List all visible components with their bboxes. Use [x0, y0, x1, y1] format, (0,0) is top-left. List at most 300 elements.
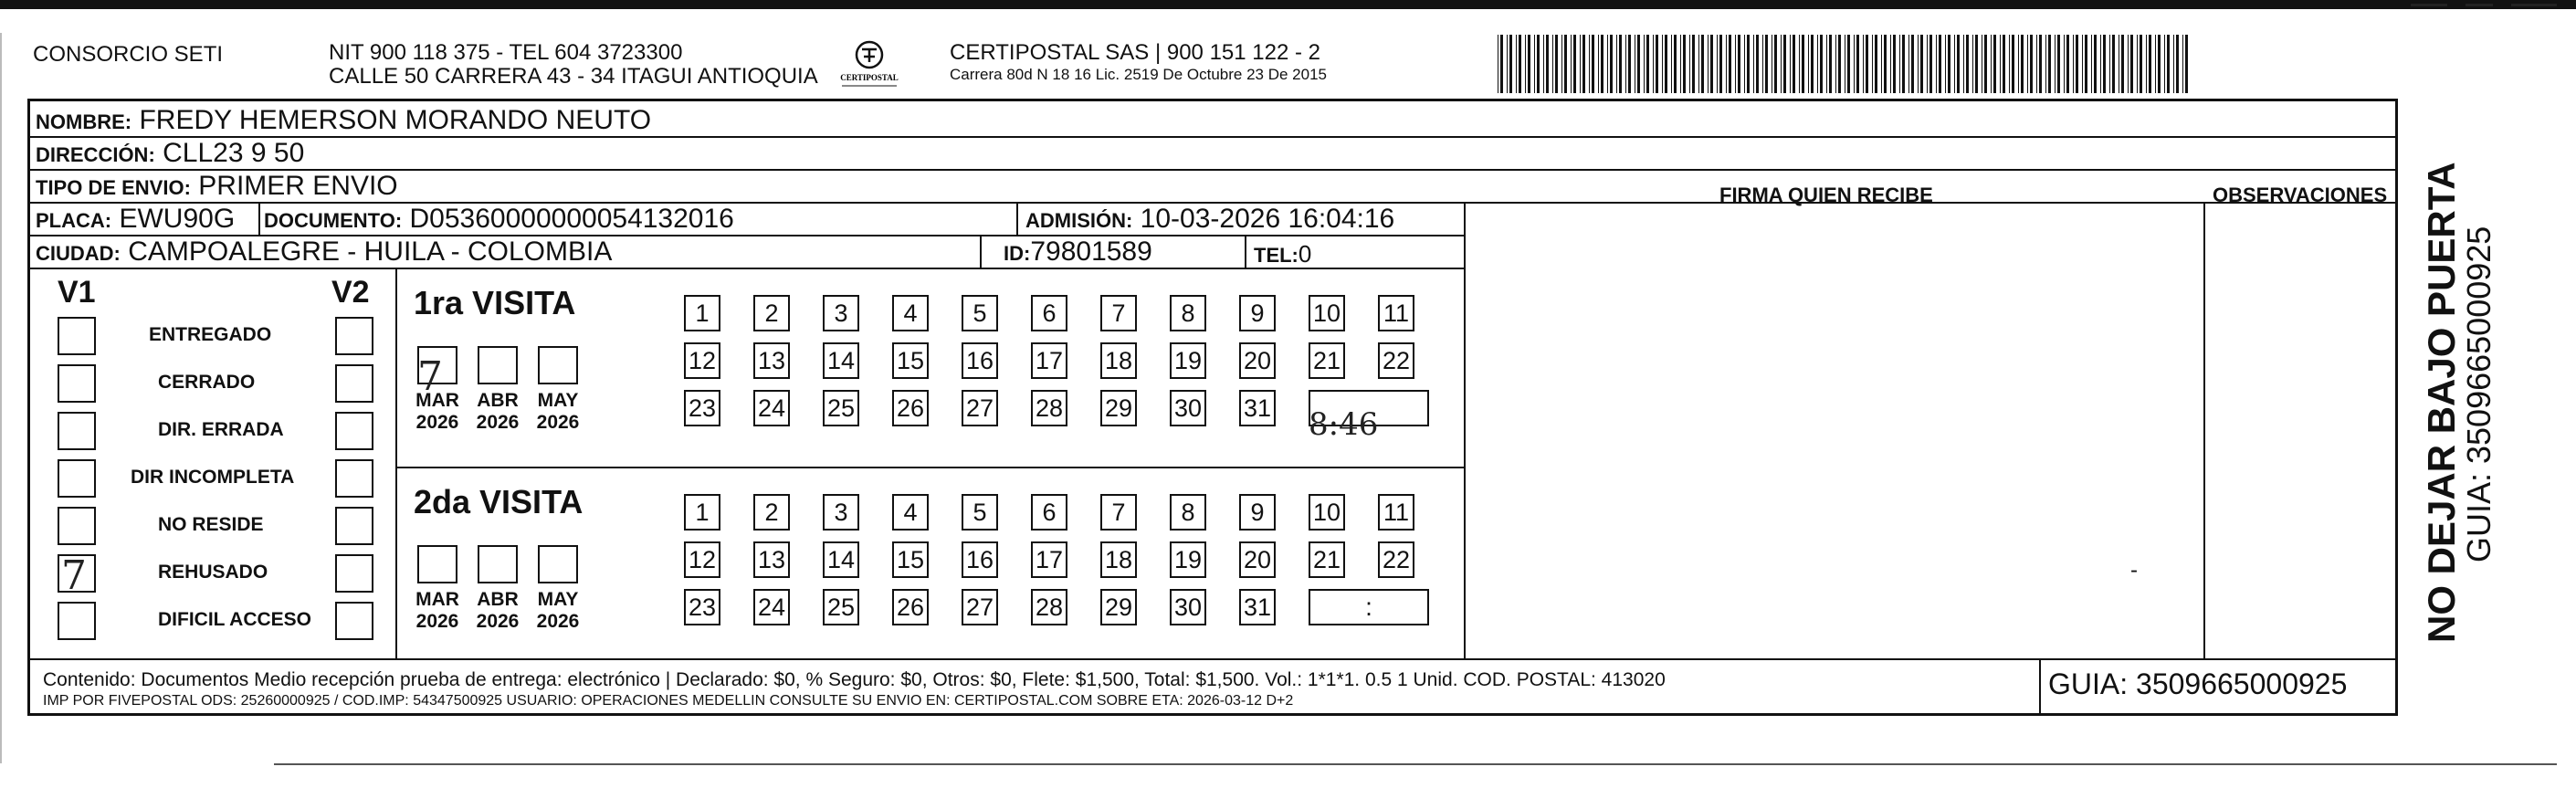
bottom-edge-line — [274, 763, 2557, 765]
barcode-bar — [2036, 35, 2037, 93]
barcode-bar — [1899, 35, 1900, 93]
barcode-bar — [1929, 35, 1932, 93]
nombre-value: FREDY HEMERSON MORANDO NEUTO — [139, 105, 652, 135]
barcode-bar — [1516, 35, 1517, 93]
tipo-value: PRIMER ENVIO — [198, 171, 398, 201]
barcode-bar — [1918, 35, 1919, 93]
barcode-bar — [2021, 35, 2024, 93]
barcode-bar — [1954, 35, 1955, 93]
barcode-bar — [2182, 35, 2183, 93]
barcode-bar — [1656, 35, 1658, 93]
second-visit-day-box[interactable]: 12 — [684, 541, 720, 578]
second-visit-day-box[interactable]: 4 — [892, 494, 929, 531]
barcode-bar — [2066, 35, 2069, 93]
barcode-bar — [2146, 35, 2147, 93]
first-visit-day-box[interactable]: 18 — [1100, 342, 1137, 379]
barcode-bar — [1555, 35, 1558, 93]
second-visit-day-box[interactable]: 13 — [753, 541, 790, 578]
barcode-bar — [1571, 35, 1572, 93]
barcode-bar — [2185, 35, 2188, 93]
barcode-bar — [2018, 35, 2019, 93]
barcode-bar — [1738, 35, 1740, 93]
courier-line: CERTIPOSTAL SAS | 900 151 122 - 2 — [950, 40, 1320, 65]
second-visit-day-box[interactable]: 22 — [1378, 541, 1414, 578]
ciudad-value: CAMPOALEGRE - HUILA - COLOMBIA — [128, 236, 613, 267]
v1-checkbox[interactable] — [58, 364, 96, 403]
stray-mark: - — [2130, 558, 2138, 583]
second-visit-month-label — [529, 589, 587, 633]
barcode-bar — [1881, 35, 1882, 93]
month-year: 2026 — [536, 611, 580, 632]
barcode-bar — [1610, 35, 1613, 93]
month-name: MAY — [537, 390, 579, 411]
barcode-bar — [1808, 35, 1809, 93]
v2-checkbox[interactable] — [335, 317, 373, 355]
barcode-bar — [1993, 35, 1996, 93]
rehusado-handwritten-mark: 7 — [61, 552, 87, 599]
barcode-bar — [2085, 35, 2087, 93]
barcode-bar — [1975, 35, 1978, 93]
first-visit-day-box[interactable]: 27 — [962, 390, 998, 426]
barcode-bar — [2173, 35, 2174, 93]
barcode-bar — [1939, 35, 1941, 93]
barcode-bar — [1802, 35, 1804, 93]
second-visit-day-box[interactable]: 19 — [1170, 541, 1206, 578]
barcode-bar — [1945, 35, 1946, 93]
visit-divider — [395, 467, 1464, 468]
barcode-bar — [2164, 35, 2165, 93]
second-visit-day-box[interactable]: 5 — [962, 494, 998, 531]
barcode-bar — [1902, 35, 1905, 93]
barcode-bar — [1561, 35, 1562, 93]
field-direccion — [36, 138, 304, 171]
second-visit-day-box[interactable]: 24 — [753, 589, 790, 625]
barcode-bar — [1665, 35, 1667, 93]
status-label: DIR. ERRADA — [158, 419, 284, 440]
barcode-bar — [1509, 35, 1512, 93]
barcode-bar — [1835, 35, 1836, 93]
first-visit-day-box[interactable]: 23 — [684, 390, 720, 426]
barcode-bar — [1662, 35, 1663, 93]
company-nit-line: NIT 900 118 375 - TEL 604 3723300 — [329, 40, 683, 65]
barcode-bar — [2009, 35, 2010, 93]
tipo-label: TIPO DE ENVIO: — [36, 176, 191, 199]
status-label: ENTREGADO — [149, 324, 272, 345]
barcode-bar — [1692, 35, 1695, 93]
barcode-bar — [1781, 35, 1782, 93]
second-visit-day-box[interactable]: 3 — [823, 494, 859, 531]
second-visit-day-box[interactable]: 16 — [962, 541, 998, 578]
left-edge-line — [0, 33, 2, 763]
observaciones-header: OBSERVACIONES — [2213, 184, 2388, 206]
v2-checkbox[interactable] — [335, 602, 373, 640]
first-visit-day-box[interactable]: 30 — [1170, 390, 1206, 426]
logo-text: CERTIPOSTAL — [840, 73, 899, 82]
first-visit-day-box[interactable]: 24 — [753, 390, 790, 426]
second-visit-day-box[interactable]: 29 — [1100, 589, 1137, 625]
barcode-bar — [1817, 35, 1818, 93]
top-dash-mark — [2411, 4, 2447, 6]
certipostal-logo-icon — [833, 37, 906, 93]
first-visit-day-box[interactable]: 5 — [962, 295, 998, 331]
barcode-bar — [1762, 35, 1763, 93]
first-visit-day-box[interactable]: 9 — [1239, 295, 1276, 331]
barcode-bar — [2109, 35, 2110, 93]
barcode-bar — [1838, 35, 1841, 93]
field-id — [1004, 236, 1152, 269]
barcode-bar — [1744, 35, 1745, 93]
barcode-bar — [1534, 35, 1535, 93]
barcode-bar — [2073, 35, 2074, 93]
v2-label: V2 — [331, 275, 370, 310]
field-nombre — [36, 105, 651, 138]
barcode-bar — [2121, 35, 2124, 93]
barcode-bar — [1507, 35, 1508, 93]
barcode-bar — [1607, 35, 1608, 93]
barcode-bar — [1689, 35, 1690, 93]
second-visit-day-box[interactable]: 2 — [753, 494, 790, 531]
first-visit-day-box[interactable]: 17 — [1031, 342, 1067, 379]
id-label: ID: — [1004, 242, 1031, 265]
barcode-bar — [1580, 35, 1581, 93]
month-year: 2026 — [415, 412, 459, 433]
v1-checkbox[interactable] — [58, 507, 96, 545]
first-visit-day-box[interactable]: 3 — [823, 295, 859, 331]
barcode-bar — [1628, 35, 1631, 93]
barcode-bar — [1616, 35, 1617, 93]
barcode-bar — [1984, 35, 1987, 93]
company-name: CONSORCIO SETI — [33, 42, 224, 67]
direccion-value: CLL23 9 50 — [163, 138, 305, 168]
first-visit-day-box[interactable]: 31 — [1239, 390, 1276, 426]
id-value: 79801589 — [1030, 236, 1152, 267]
v1-checkbox[interactable] — [58, 602, 96, 640]
company-address-line: CALLE 50 CARRERA 43 - 34 ITAGUI ANTIOQUIA — [329, 64, 818, 89]
barcode-bar — [1936, 35, 1937, 93]
barcode-bar — [2027, 35, 2028, 93]
v1-checkbox[interactable] — [58, 317, 96, 355]
first-visit-day-box[interactable]: 12 — [684, 342, 720, 379]
v1-label: V1 — [58, 275, 96, 310]
second-visit-day-box[interactable]: 18 — [1100, 541, 1137, 578]
barcode-bar — [1582, 35, 1585, 93]
barcode-bar — [1619, 35, 1622, 93]
barcode-bar — [1829, 35, 1832, 93]
second-visit-month-label — [468, 589, 527, 633]
first-visit-month-label — [468, 390, 527, 434]
barcode-bar — [1911, 35, 1914, 93]
admision-value: 10-03-2026 16:04:16 — [1140, 204, 1395, 234]
barcode-bar — [2076, 35, 2078, 93]
second-visit-day-box[interactable]: 21 — [1309, 541, 1345, 578]
barcode-bar — [1966, 35, 1969, 93]
v2-checkbox[interactable] — [335, 364, 373, 403]
barcode-icon — [1498, 35, 2192, 93]
barcode-bar — [1756, 35, 1759, 93]
second-visit-day-box[interactable]: 1 — [684, 494, 720, 531]
field-tel — [1254, 238, 1311, 271]
barcode-bar — [1729, 35, 1731, 93]
barcode-bar — [1948, 35, 1950, 93]
footer-guia: GUIA: 3509665000925 — [2048, 667, 2348, 700]
v2-checkbox[interactable] — [335, 412, 373, 450]
barcode-bar — [1653, 35, 1654, 93]
barcode-bar — [1680, 35, 1681, 93]
barcode-bar — [1863, 35, 1864, 93]
barcode-bar — [1592, 35, 1594, 93]
second-visit-day-box[interactable]: 27 — [962, 589, 998, 625]
barcode-bar — [2003, 35, 2005, 93]
second-visit-month-label — [408, 589, 467, 633]
month-name: MAR — [415, 390, 459, 411]
first-visit-day-box[interactable]: 25 — [823, 390, 859, 426]
col-divider — [395, 268, 397, 658]
col-divider — [258, 202, 260, 235]
footer-content-line: Contenido: Documentos Medio recepción prueba de entrega: electrónico | Declarado: $0, % Seguro: $0, Otros: $0, Flete: $1,500, Total: $1,500. Vol.: 1*1*1. 0.5 1 Unid. COD. POSTAL: 413020 — [43, 669, 1666, 690]
barcode-bar — [2130, 35, 2133, 93]
second-visit-day-box[interactable]: 11 — [1378, 494, 1414, 531]
second-visit-title: 2da VISITA — [414, 483, 584, 520]
second-visit-day-box[interactable]: 28 — [1031, 589, 1067, 625]
barcode-bar — [2039, 35, 2042, 93]
first-visit-month-box[interactable] — [478, 346, 518, 384]
col-divider — [1016, 202, 1018, 235]
first-visit-time-handwritten: 8:46 — [1309, 406, 1379, 443]
barcode-bar — [2128, 35, 2129, 93]
second-visit-day-box[interactable]: 10 — [1309, 494, 1345, 531]
barcode-bar — [1735, 35, 1736, 93]
barcode-bar — [2000, 35, 2001, 93]
first-visit-month-label — [529, 390, 587, 434]
first-visit-title: 1ra VISITA — [414, 284, 576, 321]
barcode-bar — [1790, 35, 1791, 93]
second-visit-month-box[interactable] — [417, 545, 457, 583]
first-visit-day-box[interactable]: 11 — [1378, 295, 1414, 331]
barcode-bar — [1726, 35, 1727, 93]
first-visit-day-box[interactable]: 15 — [892, 342, 929, 379]
placa-label: PLACA: — [36, 209, 112, 232]
field-placa — [36, 204, 235, 236]
barcode-bar — [1525, 35, 1526, 93]
barcode-bar — [2082, 35, 2083, 93]
top-dash-mark — [2466, 4, 2493, 6]
field-tipo-envio — [36, 171, 398, 204]
barcode-bar — [2167, 35, 2170, 93]
barcode-bar — [1765, 35, 1768, 93]
col-divider — [1245, 235, 1246, 268]
barcode-bar — [1671, 35, 1672, 93]
direccion-label: DIRECCIÓN: — [36, 143, 155, 166]
status-label: REHUSADO — [158, 562, 268, 583]
barcode-bar — [1991, 35, 1992, 93]
second-visit-day-box[interactable]: 7 — [1100, 494, 1137, 531]
second-visit-day-box[interactable]: 20 — [1239, 541, 1276, 578]
top-dash-mark — [2511, 4, 2557, 6]
barcode-bar — [1884, 35, 1887, 93]
barcode-bar — [1710, 35, 1713, 93]
top-border-bar — [0, 0, 2576, 9]
barcode-bar — [1708, 35, 1709, 93]
barcode-bar — [1717, 35, 1718, 93]
col-divider — [1464, 202, 1466, 658]
footer-impresion-line: IMP POR FIVEPOSTAL ODS: 25260000925 / COD.IMP: 54347500925 USUARIO: OPERACIONES MEDELLIN CONSULTE SU ENVIO EN: CERTIPOSTAL.COM SOBRE ETA: 2026-03-12 D+2 — [43, 693, 1294, 709]
second-visit-day-box[interactable]: 6 — [1031, 494, 1067, 531]
first-visit-day-box[interactable]: 26 — [892, 390, 929, 426]
barcode-bar — [2100, 35, 2101, 93]
barcode-bar — [1793, 35, 1795, 93]
barcode-bar — [1972, 35, 1973, 93]
barcode-bar — [1963, 35, 1964, 93]
first-visit-day-box[interactable]: 29 — [1100, 390, 1137, 426]
status-label: DIR INCOMPLETA — [131, 467, 295, 488]
barcode-bar — [2045, 35, 2046, 93]
month-name: MAR — [415, 589, 459, 610]
status-label: CERRADO — [158, 372, 256, 393]
first-visit-day-box[interactable]: 28 — [1031, 390, 1067, 426]
second-visit-day-box[interactable]: 26 — [892, 589, 929, 625]
second-visit-day-box[interactable]: 25 — [823, 589, 859, 625]
documento-label: DOCUMENTO: — [264, 209, 403, 232]
barcode-bar — [2012, 35, 2014, 93]
firma-header: FIRMA QUIEN RECIBE — [1719, 184, 1933, 206]
barcode-bar — [1644, 35, 1645, 93]
first-visit-day-box[interactable]: 14 — [823, 342, 859, 379]
col-divider — [2039, 658, 2041, 713]
barcode-bar — [1854, 35, 1855, 93]
status-label: NO RESIDE — [158, 514, 264, 535]
first-visit-day-box[interactable]: 21 — [1309, 342, 1345, 379]
side-guia: GUIA: 3509665000925 — [2460, 226, 2497, 562]
barcode-bar — [1920, 35, 1923, 93]
barcode-bar — [1589, 35, 1590, 93]
barcode-bar — [1701, 35, 1704, 93]
month-name: ABR — [477, 390, 519, 411]
first-month-handwritten-mark: 7 — [417, 353, 443, 400]
barcode-bar — [1598, 35, 1599, 93]
barcode-bar — [1875, 35, 1877, 93]
tel-value: 0 — [1298, 240, 1312, 268]
barcode-bar — [1826, 35, 1827, 93]
barcode-bar — [2055, 35, 2056, 93]
first-visit-day-box[interactable]: 10 — [1309, 295, 1345, 331]
v1-checkbox[interactable] — [58, 459, 96, 498]
barcode-bar — [1625, 35, 1626, 93]
status-label: DIFICIL ACCESO — [158, 609, 312, 630]
barcode-bar — [1893, 35, 1896, 93]
first-visit-day-box[interactable]: 4 — [892, 295, 929, 331]
v1-checkbox[interactable] — [58, 412, 96, 450]
first-visit-day-box[interactable]: 1 — [684, 295, 720, 331]
first-visit-day-box[interactable]: 16 — [962, 342, 998, 379]
barcode-bar — [1747, 35, 1750, 93]
month-name: ABR — [477, 589, 519, 610]
documento-value: D05360000000054132016 — [409, 204, 734, 234]
barcode-bar — [2064, 35, 2065, 93]
month-year: 2026 — [536, 412, 580, 433]
second-visit-day-box[interactable]: 15 — [892, 541, 929, 578]
col-divider — [2203, 202, 2205, 658]
barcode-bar — [1528, 35, 1530, 93]
barcode-bar — [2091, 35, 2092, 93]
delivery-form — [27, 99, 2398, 716]
v2-checkbox[interactable] — [335, 554, 373, 593]
barcode-bar — [1957, 35, 1960, 93]
barcode-bar — [2112, 35, 2115, 93]
second-visit-day-box[interactable]: 30 — [1170, 589, 1206, 625]
barcode-bar — [1856, 35, 1859, 93]
barcode-bar — [2103, 35, 2106, 93]
month-year: 2026 — [476, 412, 520, 433]
first-visit-day-box[interactable]: 2 — [753, 295, 790, 331]
v2-checkbox[interactable] — [335, 507, 373, 545]
barcode-bar — [1637, 35, 1640, 93]
barcode-bar — [1890, 35, 1891, 93]
barcode-bar — [2140, 35, 2142, 93]
second-visit-day-box[interactable]: 23 — [684, 589, 720, 625]
second-visit-time-box[interactable]: : — [1309, 589, 1429, 625]
placa-value: EWU90G — [119, 204, 236, 234]
barcode-bar — [1674, 35, 1677, 93]
second-visit-month-box[interactable] — [478, 545, 518, 583]
first-visit-day-box[interactable]: 6 — [1031, 295, 1067, 331]
barcode-bar — [2057, 35, 2060, 93]
barcode-bar — [1908, 35, 1909, 93]
ciudad-label: CIUDAD: — [36, 242, 121, 265]
second-visit-day-box[interactable]: 17 — [1031, 541, 1067, 578]
second-visit-month-box[interactable] — [538, 545, 578, 583]
barcode-bar — [1601, 35, 1603, 93]
barcode-bar — [2048, 35, 2051, 93]
month-name: MAY — [537, 589, 579, 610]
barcode-bar — [1646, 35, 1649, 93]
first-visit-day-box[interactable]: 7 — [1100, 295, 1137, 331]
barcode-bar — [1552, 35, 1553, 93]
barcode-bar — [2030, 35, 2033, 93]
first-visit-day-box[interactable]: 8 — [1170, 295, 1206, 331]
admision-label: ADMISIÓN: — [1025, 209, 1133, 232]
first-visit-day-box[interactable]: 13 — [753, 342, 790, 379]
barcode-bar — [1564, 35, 1567, 93]
second-visit-day-box[interactable]: 14 — [823, 541, 859, 578]
barcode-bar — [1783, 35, 1786, 93]
nombre-label: NOMBRE: — [36, 110, 132, 133]
field-documento — [264, 204, 734, 236]
v2-checkbox[interactable] — [335, 459, 373, 498]
barcode-bar — [1537, 35, 1540, 93]
field-admision — [1025, 204, 1394, 236]
barcode-bar — [1683, 35, 1686, 93]
first-visit-month-box[interactable] — [538, 346, 578, 384]
field-ciudad — [36, 236, 612, 269]
first-visit-day-box[interactable]: 20 — [1239, 342, 1276, 379]
barcode-bar — [1847, 35, 1850, 93]
second-visit-day-box[interactable]: 8 — [1170, 494, 1206, 531]
barcode-bar — [1799, 35, 1800, 93]
month-year: 2026 — [476, 611, 520, 632]
second-visit-day-box[interactable]: 31 — [1239, 589, 1276, 625]
first-visit-day-box[interactable]: 19 — [1170, 342, 1206, 379]
second-visit-day-box[interactable]: 9 — [1239, 494, 1276, 531]
barcode-bar — [1866, 35, 1868, 93]
first-visit-day-box[interactable]: 22 — [1378, 342, 1414, 379]
tel-label: TEL: — [1254, 244, 1299, 267]
barcode-bar — [2149, 35, 2151, 93]
barcode-bar — [1543, 35, 1544, 93]
barcode-bar — [2155, 35, 2156, 93]
barcode-bar — [1811, 35, 1814, 93]
barcode-bar — [2176, 35, 2179, 93]
barcode-bar — [2158, 35, 2161, 93]
